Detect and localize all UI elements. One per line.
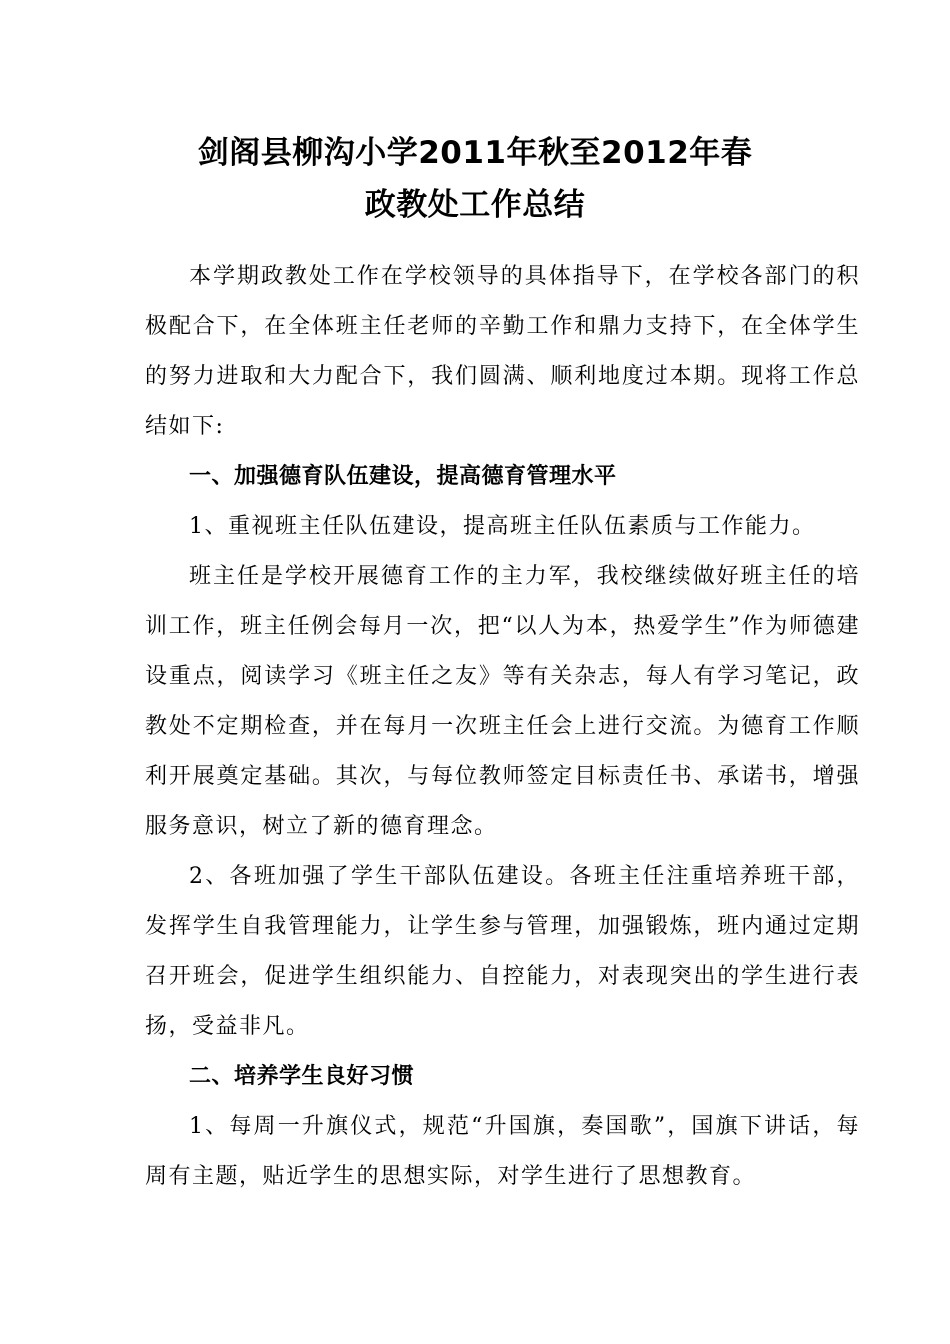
document-title-line2: 政教处工作总结 [364, 187, 586, 223]
section1-item2: 2、各班加强了学生干部队伍建设。各班主任注重培养班干部，发挥学生自我管理能力，让学生参与管理，加强锻炼，班内通过定期召开班会，促进学生组织能力、自控能力，对表现突出的学生进行表扬，受益非凡。 [145, 864, 860, 1039]
section2-heading: 二、培养学生良好习惯 [189, 1064, 415, 1089]
document-title-line1: 剑阁县柳沟小学2011年秋至2012年春 [197, 135, 753, 171]
document-body [145, 252, 860, 1202]
section2-item1: 1、每周一升旗仪式，规范“升国旗，奏国歌”，国旗下讲话，每周有主题，贴近学生的思想实际，对学生进行了思想教育。 [145, 1114, 860, 1189]
section1-item1: 1、重视班主任队伍建设，提高班主任队伍素质与工作能力。 [189, 514, 816, 539]
section1-item1-body: 班主任是学校开展德育工作的主力军，我校继续做好班主任的培训工作，班主任例会每月一次，把“以人为本，热爱学生”作为师德建设重点，阅读学习《班主任之友》等有关杂志，每人有学习笔记，政教处不定期检查，并在每月一次班主任会上进行交流。为德育工作顺利开展奠定基础。其次，与每位教师签定目标责任书、承诺书，增强服务意识，树立了新的德育理念。 [145, 564, 860, 839]
section1-heading: 一、加强德育队伍建设，提高德育管理水平 [189, 464, 617, 489]
intro-paragraph: 本学期政教处工作在学校领导的具体指导下，在学校各部门的积极配合下，在全体班主任老师的辛勤工作和鼎力支持下，在全体学生的努力进取和大力配合下，我们圆满、顺利地度过本期。现将工作总结如下: [145, 264, 860, 439]
